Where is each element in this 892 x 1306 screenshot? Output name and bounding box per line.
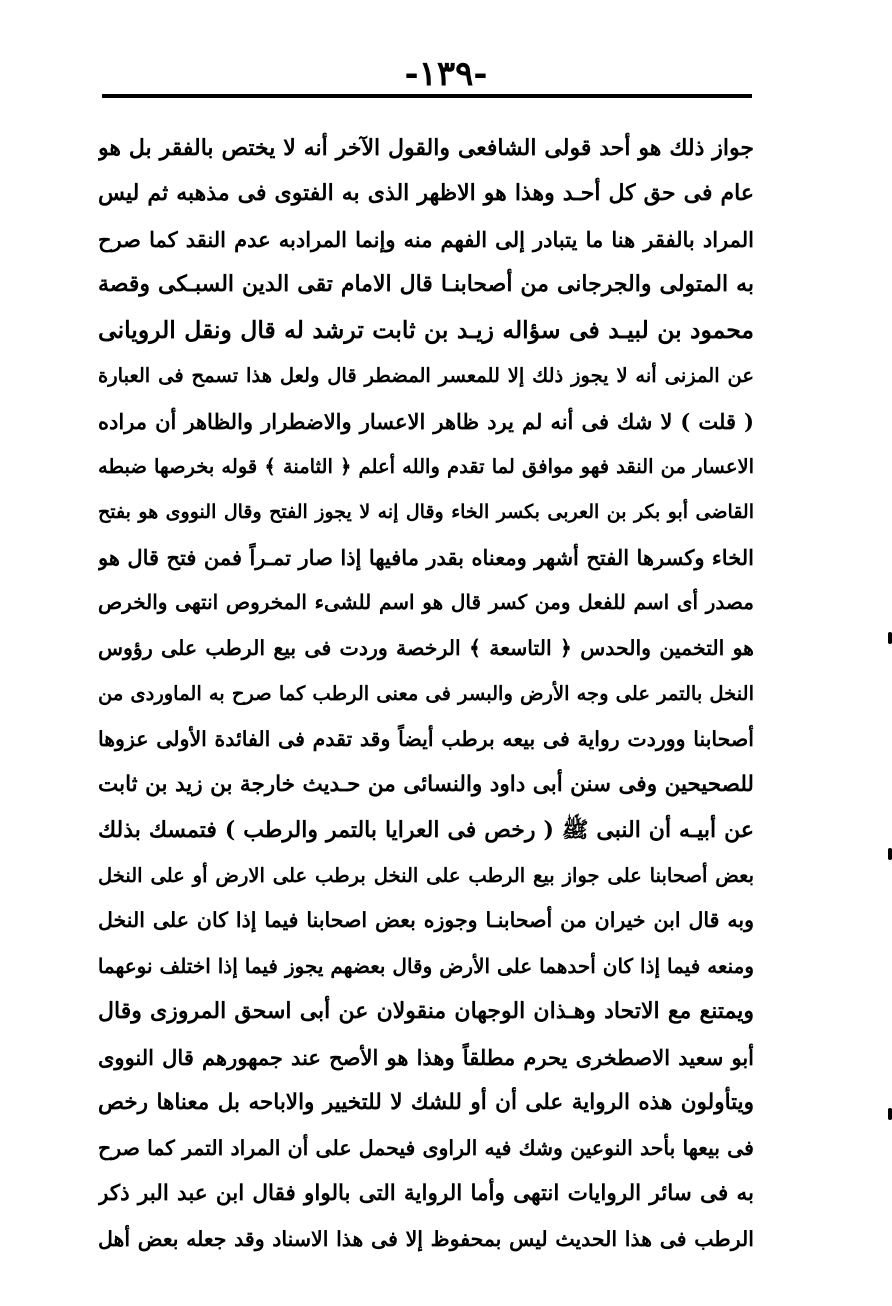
text-line: أصحابنا ووردت رواية فى بيعه برطب أيضاً وقد تقدم فى الفائدة الأولى عزوها <box>98 726 754 751</box>
text-line: ويمتنع مع الاتحاد وهـذان الوجهان منقولان عن أبى اسحق المروزى وقال <box>98 998 754 1025</box>
margin-speck <box>888 848 892 860</box>
margin-speck <box>888 1108 892 1120</box>
text-line: وبه قال ابن خيران من أصحابنـا وجوزه بعض اصحابنا فيما إذا كان على النخل <box>98 908 754 933</box>
text-line: هو التخمين والحدس ﴿ التاسعة ﴾ الرخصة وردت فى بيع الرطب على رؤوس <box>98 635 754 660</box>
text-line: فى بيعها بأحد النوعين وشك فيه الراوى فيحمل على أن المراد التمر كما صرح <box>98 1135 754 1160</box>
margin-speck <box>888 632 892 644</box>
text-line: عام فى حق كل أحـد وهذا هو الاظهر الذى به الفتوى فى مذهبه ثم ليس <box>98 180 754 207</box>
body-text <box>98 126 754 1262</box>
text-line: بعض أصحابنا على جواز بيع الرطب على النخل برطب على الارض أو على النخل <box>98 864 754 887</box>
text-line: الاعسار من النقد فهو موافق لما تقدم والله أعلم ﴿ الثامنة ﴾ قوله بخرصها ضبطه <box>98 455 754 479</box>
header-rule <box>102 94 752 98</box>
text-line: ويتأولون هذه الرواية على أن أو للشك لا للتخيير والاباحه بل معناها رخص <box>98 1090 754 1116</box>
text-line: أبو سعيد الاصطخرى يحرم مطلقاً وهذا هو الأصح عند جمهورهم قال النووى <box>98 1044 754 1070</box>
text-line: مصدر أى اسم للفعل ومن كسر قال هو اسم للشىء المخروص انتهى والخرص <box>98 590 754 615</box>
text-line: القاضى أبو بكر بن العربى بكسر الخاء وقال إنه لا يجوز الفتح وقال النووى هو بفتح <box>98 500 754 523</box>
page-number: -١٣٩- <box>404 54 488 94</box>
text-line: ومنعه فيما إذا كان أحدهما على الأرض وقال بعضهم يجوز فيما إذا اختلف نوعهما <box>98 953 754 978</box>
text-line: الرطب فى هذا الحديث ليس بمحفوظ إلا فى هذا الاسناد وقد جعله بعض أهل <box>98 1226 754 1251</box>
text-line: جواز ذلك هو أحد قولى الشافعى والقول الآخر أنه لا يختص بالفقر بل هو <box>98 135 754 161</box>
text-line: النخل بالتمر على وجه الأرض والبسر فى معنى الرطب كما صرح به الماوردى من <box>98 682 754 706</box>
text-line: به المتولى والجرجانى من أصحابنـا قال الامام تقى الدين السبـكى وقصة <box>98 271 754 298</box>
text-line: الخاء وكسرها الفتح أشهر ومعناه بقدر مافيها إذا صار تمـراً فمن فتح قال هو <box>98 544 754 570</box>
text-line: المراد بالفقر هنا ما يتبادر إلى الفهم منه وإنما المرادبه عدم النقد كما صرح <box>98 226 754 252</box>
text-line: ( قلت ) لا شك فى أنه لم يرد ظاهر الاعسار والاضطرار والظاهر أن مراده <box>98 408 754 434</box>
text-line: محمود بن لبيـد فى سؤاله زيـد بن ثابت ترشد له قال ونقل الرويانى <box>98 315 754 344</box>
text-line: به فى سائر الروايات انتهى وأما الرواية التى بالواو فقال ابن عبد البر ذكر <box>98 1181 754 1207</box>
text-line: عن أبيـه أن النبى ﷺ ( رخص فى العرايا بالتمر والرطب ) فتمسك بذلك <box>98 816 754 843</box>
text-line: عن المزنى أنه لا يجوز ذلك إلا للمعسر المضطر قال ولعل هذا تسمح فى العبارة <box>98 364 754 388</box>
text-line: للصحيحين وفى سنن أبى داود والنسائى من حـديث خارجة بن زيد بن ثابت <box>98 772 754 798</box>
